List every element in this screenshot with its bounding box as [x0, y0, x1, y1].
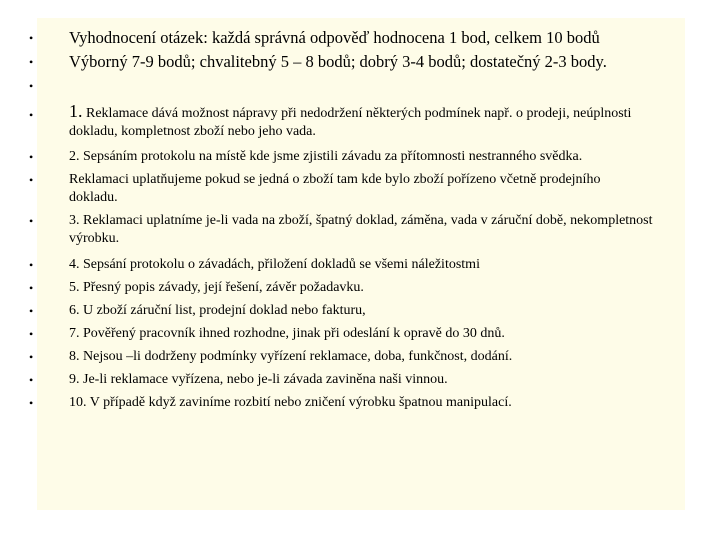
bullet-icon: • — [29, 79, 34, 93]
list-item-text: 8. Nejsou –li dodrženy podmínky vyřízení reklamace, doba, funkčnost, dodání. — [69, 349, 513, 364]
bullet-icon: • — [29, 327, 34, 341]
bullet-icon: • — [29, 214, 34, 228]
bullet-icon: • — [29, 150, 34, 164]
list-item-text: 4. Sepsání protokolu o závadách, přiložení dokladů se všemi náležitostmi — [69, 257, 480, 272]
list-item-text: Reklamace dává možnost nápravy při nedodržení některých podmínek např. o prodeji, neúplnosti dokladu, kompletnost zboží nebo jeho vada. — [69, 106, 632, 139]
bullet-icon: • — [29, 304, 34, 318]
list-item-text: Vyhodnocení otázek: každá správná odpověď hodnocena 1 bod, celkem 10 bodů — [69, 28, 600, 47]
bullet-icon: • — [29, 108, 34, 122]
bullet-icon: • — [29, 55, 34, 69]
list-item-number: 1. — [69, 101, 83, 121]
list-item-text: 5. Přesný popis závady, její řešení, závěr požadavku. — [69, 280, 364, 295]
list-item-text: Reklamaci uplatňujeme pokud se jedná o zboží tam kde bylo zboží pořízeno včetně prodejního dokladu. — [69, 172, 601, 205]
list-item-text: 9. Je-li reklamace vyřízena, nebo je-li závada zaviněna naši vinnou. — [69, 372, 448, 387]
bullet-icon: • — [29, 350, 34, 364]
bullet-icon: • — [29, 173, 34, 187]
bullet-icon: • — [29, 31, 34, 45]
list-item-text: 2. Sepsáním protokolu na místě kde jsme zjistili závadu za přítomnosti nestranného svědka. — [69, 149, 583, 164]
list-item-text: 6. U zboží záruční list, prodejní doklad nebo fakturu, — [69, 303, 366, 318]
list-item-text: 7. Pověřený pracovník ihned rozhodne, jinak při odeslání k opravě do 30 dnů. — [69, 326, 505, 341]
bullet-icon: • — [29, 258, 34, 272]
list-item-text: 3. Reklamaci uplatníme je-li vada na zboží, špatný doklad, záměna, vada v záruční době, nekompletnost výrobku. — [69, 213, 653, 246]
bullet-icon: • — [29, 373, 34, 387]
list-item-text: 10. V případě když zaviníme rozbití nebo zničení výrobku špatnou manipulací. — [69, 395, 512, 410]
bullet-icon: • — [29, 281, 34, 295]
list-item-text: Výborný 7-9 bodů; chvalitebný 5 – 8 bodů; dobrý 3-4 bodů; dostatečný 2-3 body. — [69, 52, 607, 71]
bullet-icon: • — [29, 396, 34, 410]
